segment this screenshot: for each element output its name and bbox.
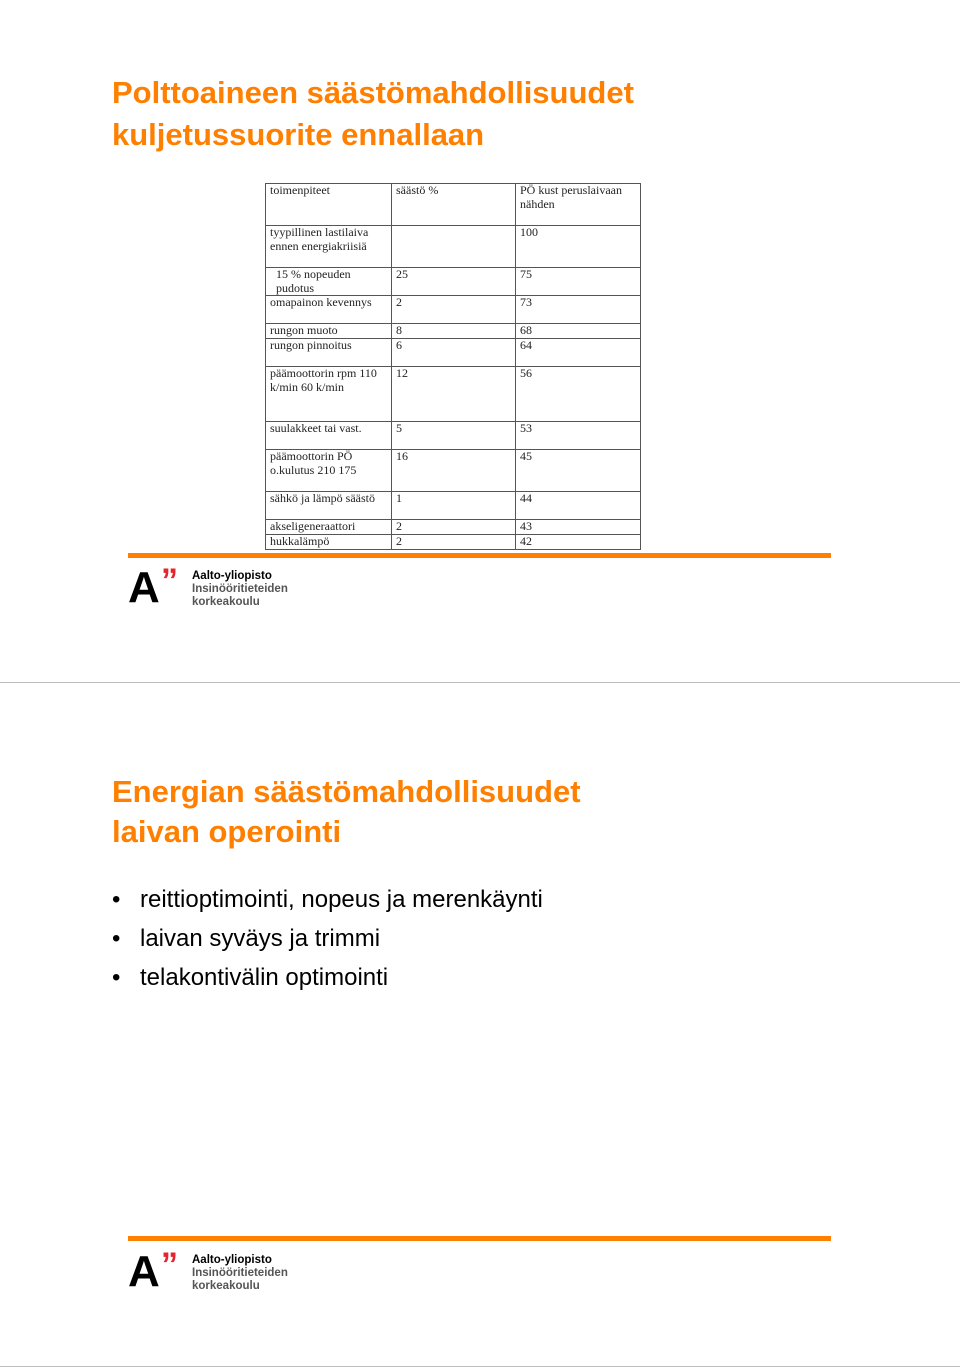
table-cell: 42 [516,534,641,549]
list-item [112,958,543,997]
savings-table [265,183,641,550]
logo-line-3: korkeakoulu [192,596,260,608]
bullet-icon: • [112,925,121,952]
logo-line-3: korkeakoulu [192,1280,260,1292]
title-line-2: laivan operointi [112,814,342,849]
table-row [266,324,641,339]
logo-mark: A [128,563,159,612]
table-cell: 1 [392,492,516,520]
table-cell: 56 [516,367,641,422]
table-cell: tyypillinen lastilaiva ennen energiakriisiä [266,226,392,268]
title-line-1: Polttoaineen säästömahdollisuudet [112,75,634,110]
bullet-list [112,880,543,997]
aalto-logo [128,1246,328,1296]
table-cell: 53 [516,422,641,450]
bullet-icon: • [112,886,121,913]
table-cell: 2 [392,534,516,549]
list-item [112,919,543,958]
table-cell: päämoottorin rpm 110 k/min 60 k/min [266,367,392,422]
table-cell: 44 [516,492,641,520]
brand-bar [128,553,831,558]
table-cell: 25 [392,268,516,296]
slide-2 [0,684,960,1367]
table-header-cell: toimenpiteet [266,184,392,226]
table-row [266,339,641,367]
logo-text [192,570,288,609]
table-header-cell: säästö % [392,184,516,226]
title-line-2: kuljetussuorite ennallaan [112,117,485,152]
table-row [266,492,641,520]
table-row [266,422,641,450]
logo-text [192,1254,288,1293]
table-cell: 15 % nopeuden pudotus [266,268,392,296]
table-row [266,268,641,296]
table-cell: rungon muoto [266,324,392,339]
table-row [266,450,641,492]
logo-line-2: Insinööritieteiden [192,1267,288,1279]
logo-line-1: Aalto-yliopisto [192,1254,272,1266]
slide-1 [0,0,960,683]
table-cell: 6 [392,339,516,367]
table-cell: sähkö ja lämpö säästö [266,492,392,520]
table-row [266,296,641,324]
table-cell: 5 [392,422,516,450]
table-cell: hukkalämpö [266,534,392,549]
list-item-text: laivan syväys ja trimmi [140,925,381,952]
table-header-row [266,184,641,226]
table-cell: suulakkeet tai vast. [266,422,392,450]
table-cell: 8 [392,324,516,339]
table-cell: 16 [392,450,516,492]
table-cell: 64 [516,339,641,367]
table-cell: omapainon kevennys [266,296,392,324]
logo-quote-mark: ” [161,562,178,600]
table-cell [392,226,516,268]
slide-title [112,772,581,852]
table-row [266,367,641,422]
table-cell: 12 [392,367,516,422]
table-row [266,226,641,268]
logo-quote-mark: ” [161,1246,178,1284]
table-header-cell: PÖ kust peruslaivaan nähden [516,184,641,226]
table-row [266,520,641,535]
table-cell: 100 [516,226,641,268]
list-item [112,880,543,919]
table-cell: 73 [516,296,641,324]
table-cell: akseligeneraattori [266,520,392,535]
table-cell: 43 [516,520,641,535]
table-cell: päämoottorin PÖ o.kulutus 210 175 [266,450,392,492]
list-item-text: telakontivälin optimointi [140,964,389,991]
logo-mark: A [128,1247,159,1296]
table-cell: 68 [516,324,641,339]
bullet-icon: • [112,964,121,991]
slide-title [112,72,634,156]
table-cell: 45 [516,450,641,492]
table-cell: 2 [392,520,516,535]
aalto-logo [128,562,328,612]
logo-line-2: Insinööritieteiden [192,583,288,595]
logo-line-1: Aalto-yliopisto [192,570,272,582]
table-row [266,534,641,549]
table-cell: rungon pinnoitus [266,339,392,367]
brand-bar [128,1236,831,1241]
list-item-text: reittioptimointi, nopeus ja merenkäynti [140,886,543,913]
table-cell: 75 [516,268,641,296]
title-line-1: Energian säästömahdollisuudet [112,774,581,809]
table-cell: 2 [392,296,516,324]
